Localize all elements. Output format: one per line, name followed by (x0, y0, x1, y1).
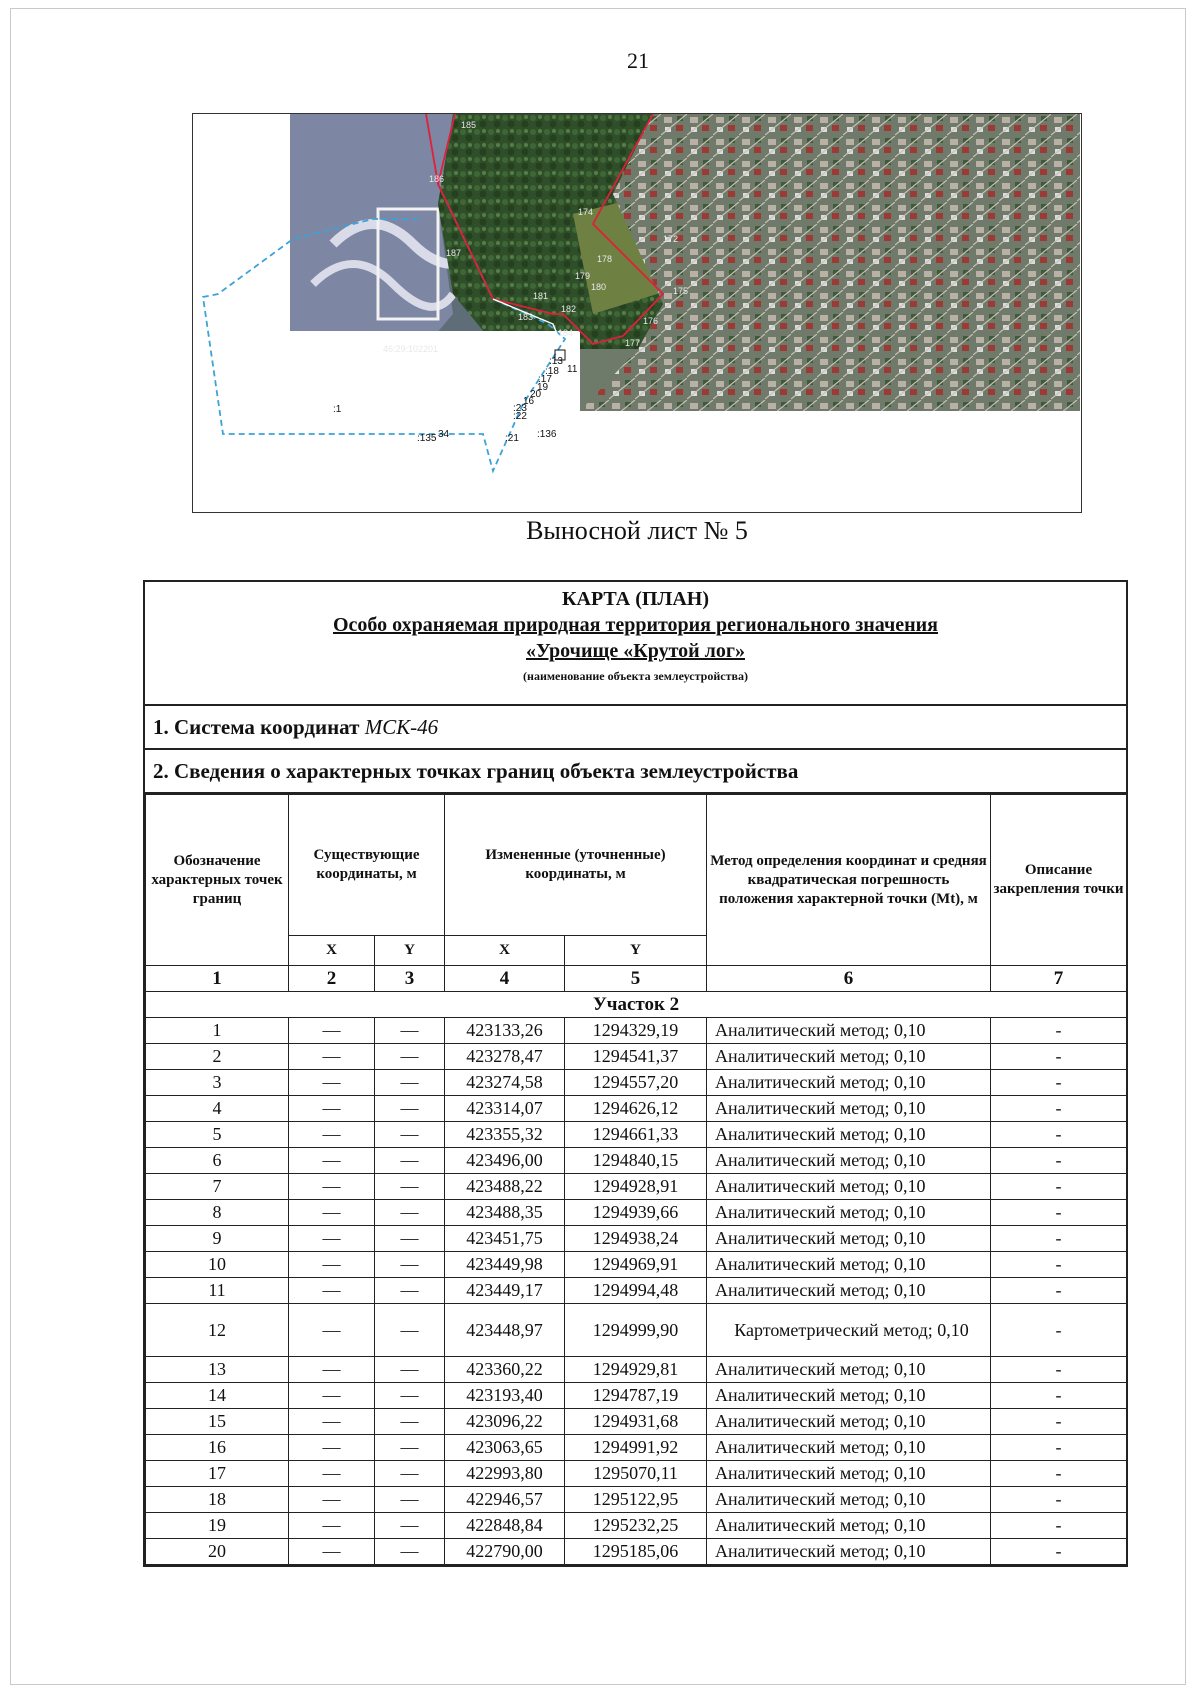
cell-existing-y: — (375, 1409, 445, 1435)
cell-method: Аналитический метод; 0,10 (707, 1096, 991, 1122)
cell-fixing: - (991, 1070, 1127, 1096)
cell-existing-x: — (289, 1018, 375, 1044)
cell-changed-x: 423448,97 (445, 1304, 565, 1357)
cell-existing-y: — (375, 1278, 445, 1304)
table-row (146, 1148, 1127, 1174)
cell-existing-x: — (289, 1122, 375, 1148)
cell-point-number: 14 (146, 1383, 289, 1409)
cell-changed-y: 1295122,95 (565, 1487, 707, 1513)
map-point-label: 185 (461, 120, 477, 130)
cell-changed-x: 423488,35 (445, 1200, 565, 1226)
cell-existing-x: — (289, 1304, 375, 1357)
boundary-plan-form (143, 580, 1128, 1567)
map-point-label: 182 (561, 304, 577, 314)
map-point-label: :1 (333, 404, 342, 415)
cell-method: Аналитический метод; 0,10 (707, 1357, 991, 1383)
map-point-label: 177 (625, 338, 641, 348)
table-row (146, 1070, 1127, 1096)
cell-method: Аналитический метод; 0,10 (707, 1513, 991, 1539)
cell-changed-y: 1294939,66 (565, 1200, 707, 1226)
title-note: (наименование объекта землеустройства) (523, 669, 748, 683)
cell-changed-x: 423278,47 (445, 1044, 565, 1070)
table-row (146, 1539, 1127, 1565)
cell-existing-x: — (289, 1461, 375, 1487)
cell-existing-y: — (375, 1096, 445, 1122)
map-point-label: :18 (545, 366, 559, 377)
map-extract (192, 113, 1082, 513)
cell-existing-y: — (375, 1461, 445, 1487)
cell-existing-x: — (289, 1226, 375, 1252)
cell-changed-y: 1295185,06 (565, 1539, 707, 1565)
cell-point-number: 10 (146, 1252, 289, 1278)
cell-existing-x: — (289, 1487, 375, 1513)
map-point-label: 16 (523, 396, 535, 407)
cell-method: Аналитический метод; 0,10 (707, 1122, 991, 1148)
table-row (146, 1513, 1127, 1539)
header-existing: Существующие координаты, м (289, 795, 445, 936)
map-point-label: :135 (417, 433, 437, 444)
cell-method: Аналитический метод; 0,10 (707, 1044, 991, 1070)
cell-changed-x: 423314,07 (445, 1096, 565, 1122)
cell-fixing: - (991, 1409, 1127, 1435)
cell-point-number: 11 (146, 1278, 289, 1304)
title-section (145, 582, 1126, 706)
cell-changed-y: 1294994,48 (565, 1278, 707, 1304)
cell-point-number: 15 (146, 1409, 289, 1435)
cell-existing-x: — (289, 1148, 375, 1174)
cell-existing-y: — (375, 1174, 445, 1200)
cell-fixing: - (991, 1539, 1127, 1565)
map-point-label: :23 (513, 403, 527, 414)
plot-label: Участок 2 (146, 992, 1127, 1018)
cell-method: Аналитический метод; 0,10 (707, 1226, 991, 1252)
cell-existing-x: — (289, 1174, 375, 1200)
cell-changed-y: 1294999,90 (565, 1304, 707, 1357)
cell-point-number: 4 (146, 1096, 289, 1122)
cell-method: Аналитический метод; 0,10 (707, 1435, 991, 1461)
header-y-changed: Y (565, 936, 707, 966)
cell-changed-y: 1294938,24 (565, 1226, 707, 1252)
map-point-label: 175 (673, 286, 689, 296)
cell-fixing: - (991, 1148, 1127, 1174)
cell-fixing: - (991, 1226, 1127, 1252)
cell-existing-x: — (289, 1070, 375, 1096)
cell-fixing: - (991, 1018, 1127, 1044)
cell-changed-x: 422946,57 (445, 1487, 565, 1513)
column-number: 6 (707, 966, 991, 992)
cell-method: Аналитический метод; 0,10 (707, 1461, 991, 1487)
cell-point-number: 7 (146, 1174, 289, 1200)
cell-existing-y: — (375, 1200, 445, 1226)
cell-changed-y: 1294929,81 (565, 1357, 707, 1383)
column-number: 1 (146, 966, 289, 992)
document-title: КАРТА (ПЛАН) (562, 588, 709, 610)
cell-changed-y: 1295232,25 (565, 1513, 707, 1539)
cell-existing-x: — (289, 1513, 375, 1539)
cell-method: Аналитический метод; 0,10 (707, 1278, 991, 1304)
cell-existing-y: — (375, 1122, 445, 1148)
cell-changed-y: 1294931,68 (565, 1409, 707, 1435)
cell-changed-y: 1294969,91 (565, 1252, 707, 1278)
cell-existing-y: — (375, 1539, 445, 1565)
cell-existing-y: — (375, 1383, 445, 1409)
cell-point-number: 3 (146, 1070, 289, 1096)
cell-changed-x: 422848,84 (445, 1513, 565, 1539)
column-number: 5 (565, 966, 707, 992)
column-number: 4 (445, 966, 565, 992)
cell-existing-y: — (375, 1304, 445, 1357)
map-point-label: 183 (518, 312, 534, 322)
cell-changed-x: 423488,22 (445, 1174, 565, 1200)
cell-existing-x: — (289, 1044, 375, 1070)
cell-fixing: - (991, 1513, 1127, 1539)
territory-type: Особо охраняемая природная территория регионального значения (333, 614, 938, 636)
cell-changed-x: 423355,32 (445, 1122, 565, 1148)
plot-row (146, 992, 1127, 1018)
cell-method: Аналитический метод; 0,10 (707, 1148, 991, 1174)
coordinate-system-section (145, 706, 1126, 750)
map-point-label: 178 (597, 254, 613, 264)
cell-changed-x: 422993,80 (445, 1461, 565, 1487)
cell-point-number: 20 (146, 1539, 289, 1565)
header-method: Метод определения координат и средняя квадратическая погрешность положения характерной точки (Mt), м (707, 795, 991, 966)
cell-changed-y: 1294661,33 (565, 1122, 707, 1148)
cell-method: Аналитический метод; 0,10 (707, 1252, 991, 1278)
cell-existing-y: — (375, 1252, 445, 1278)
header-designation: Обозначение характерных точек границ (146, 795, 289, 966)
cell-existing-x: — (289, 1409, 375, 1435)
column-number: 7 (991, 966, 1127, 992)
cell-changed-x: 423274,58 (445, 1070, 565, 1096)
cell-changed-x: 423096,22 (445, 1409, 565, 1435)
table-row (146, 1357, 1127, 1383)
table-body (146, 1018, 1127, 1565)
table-row (146, 1304, 1127, 1357)
map-point-label: 176 (643, 316, 659, 326)
cell-method: Аналитический метод; 0,10 (707, 1383, 991, 1409)
cell-point-number: 6 (146, 1148, 289, 1174)
table-row (146, 1435, 1127, 1461)
map-point-label: :21 (505, 433, 519, 444)
territory-name: «Урочище «Крутой лог» (526, 640, 745, 662)
cell-existing-y: — (375, 1357, 445, 1383)
table-row (146, 1174, 1127, 1200)
cell-point-number: 9 (146, 1226, 289, 1252)
table-row (146, 1044, 1127, 1070)
cell-fixing: - (991, 1122, 1127, 1148)
cell-method: Аналитический метод; 0,10 (707, 1070, 991, 1096)
column-number: 2 (289, 966, 375, 992)
table-row (146, 1409, 1127, 1435)
header-changed: Измененные (уточненные) координаты, м (445, 795, 707, 936)
table-row (146, 1383, 1127, 1409)
cell-fixing: - (991, 1044, 1127, 1070)
cell-changed-y: 1294626,12 (565, 1096, 707, 1122)
cell-changed-x: 423133,26 (445, 1018, 565, 1044)
cell-changed-y: 1294928,91 (565, 1174, 707, 1200)
cell-changed-x: 423193,40 (445, 1383, 565, 1409)
cell-fixing: - (991, 1096, 1127, 1122)
map-point-label: 187 (446, 248, 462, 258)
cell-changed-y: 1295070,11 (565, 1461, 707, 1487)
cell-method: Аналитический метод; 0,10 (707, 1018, 991, 1044)
cell-method: Аналитический метод; 0,10 (707, 1539, 991, 1565)
map-point-label: 34 (438, 429, 450, 440)
cell-fixing: - (991, 1304, 1127, 1357)
points-info-heading: 2. Сведения о характерных точках границ объекта землеустройства (145, 750, 1126, 794)
cell-point-number: 12 (146, 1304, 289, 1357)
cell-changed-x: 423063,65 (445, 1435, 565, 1461)
cell-method: Аналитический метод; 0,10 (707, 1200, 991, 1226)
coordinate-system-label: 1. Система координат (153, 715, 365, 739)
cell-changed-y: 1294840,15 (565, 1148, 707, 1174)
cell-changed-x: 423496,00 (445, 1148, 565, 1174)
cell-fixing: - (991, 1174, 1127, 1200)
map-image (193, 114, 1081, 512)
table-row (146, 1226, 1127, 1252)
map-point-label: 186 (429, 174, 445, 184)
cell-existing-y: — (375, 1513, 445, 1539)
cell-existing-x: — (289, 1383, 375, 1409)
page-number: 21 (627, 48, 649, 73)
cell-existing-y: — (375, 1070, 445, 1096)
map-point-label: 20 (530, 389, 542, 400)
column-numbers-row (146, 966, 1127, 992)
map-point-label: 179 (575, 271, 591, 281)
table-row (146, 1122, 1127, 1148)
column-number: 3 (375, 966, 445, 992)
table-row (146, 1200, 1127, 1226)
table-row (146, 1461, 1127, 1487)
cell-changed-y: 1294541,37 (565, 1044, 707, 1070)
cell-fixing: - (991, 1487, 1127, 1513)
cell-existing-x: — (289, 1357, 375, 1383)
cell-existing-y: — (375, 1226, 445, 1252)
boundary-points-table (145, 794, 1127, 1565)
cell-existing-y: — (375, 1435, 445, 1461)
header-x-changed: X (445, 936, 565, 966)
cell-point-number: 16 (146, 1435, 289, 1461)
cell-fixing: - (991, 1435, 1127, 1461)
cell-point-number: 17 (146, 1461, 289, 1487)
cell-changed-y: 1294329,19 (565, 1018, 707, 1044)
cell-point-number: 18 (146, 1487, 289, 1513)
cell-point-number: 19 (146, 1513, 289, 1539)
table-row (146, 1487, 1127, 1513)
cell-fixing: - (991, 1383, 1127, 1409)
cell-existing-x: — (289, 1252, 375, 1278)
table-row (146, 1096, 1127, 1122)
cell-changed-y: 1294991,92 (565, 1435, 707, 1461)
cell-point-number: 13 (146, 1357, 289, 1383)
map-point-label: 181 (533, 291, 549, 301)
map-point-label: :13 (549, 356, 563, 367)
cell-point-number: 5 (146, 1122, 289, 1148)
map-point-label: :136 (537, 429, 557, 440)
cell-existing-x: — (289, 1539, 375, 1565)
map-point-label: 180 (591, 282, 607, 292)
map-point-label: 19 (537, 382, 549, 393)
cell-fixing: - (991, 1461, 1127, 1487)
map-point-label: 184 (558, 328, 574, 338)
cell-changed-x: 423451,75 (445, 1226, 565, 1252)
cell-method: Аналитический метод; 0,10 (707, 1409, 991, 1435)
cell-fixing: - (991, 1200, 1127, 1226)
table-row (146, 1252, 1127, 1278)
cell-method: Картометрический метод; 0,10 (707, 1304, 991, 1357)
cell-fixing: - (991, 1252, 1127, 1278)
cell-point-number: 1 (146, 1018, 289, 1044)
cell-changed-x: 423360,22 (445, 1357, 565, 1383)
cell-method: Аналитический метод; 0,10 (707, 1174, 991, 1200)
cell-fixing: - (991, 1278, 1127, 1304)
cell-changed-y: 1294557,20 (565, 1070, 707, 1096)
header-y-existing: Y (375, 936, 445, 966)
cell-method: Аналитический метод; 0,10 (707, 1487, 991, 1513)
cell-fixing: - (991, 1357, 1127, 1383)
cell-existing-x: — (289, 1200, 375, 1226)
cell-point-number: 8 (146, 1200, 289, 1226)
sheet-caption: Выносной лист № 5 (526, 516, 748, 545)
cell-existing-x: — (289, 1435, 375, 1461)
map-point-label: :22 (513, 411, 527, 422)
coordinate-system-value: МСК-46 (364, 715, 439, 739)
cell-existing-x: — (289, 1096, 375, 1122)
map-point-label: :17 (538, 374, 552, 385)
cell-changed-y: 1294787,19 (565, 1383, 707, 1409)
map-point-label: 172 (663, 234, 679, 244)
cell-existing-y: — (375, 1148, 445, 1174)
cell-existing-y: — (375, 1044, 445, 1070)
cell-changed-x: 422790,00 (445, 1539, 565, 1565)
cell-existing-y: — (375, 1018, 445, 1044)
cell-existing-x: — (289, 1278, 375, 1304)
cell-existing-y: — (375, 1487, 445, 1513)
cadastral-number: 46:29:102201 (383, 344, 439, 354)
header-x-existing: X (289, 936, 375, 966)
cell-changed-x: 423449,17 (445, 1278, 565, 1304)
map-point-label: 174 (578, 207, 594, 217)
cell-point-number: 2 (146, 1044, 289, 1070)
header-fixing: Описание закрепления точки (991, 795, 1127, 966)
table-row (146, 1018, 1127, 1044)
table-row (146, 1278, 1127, 1304)
map-point-label: 11 (567, 364, 578, 375)
cell-changed-x: 423449,98 (445, 1252, 565, 1278)
